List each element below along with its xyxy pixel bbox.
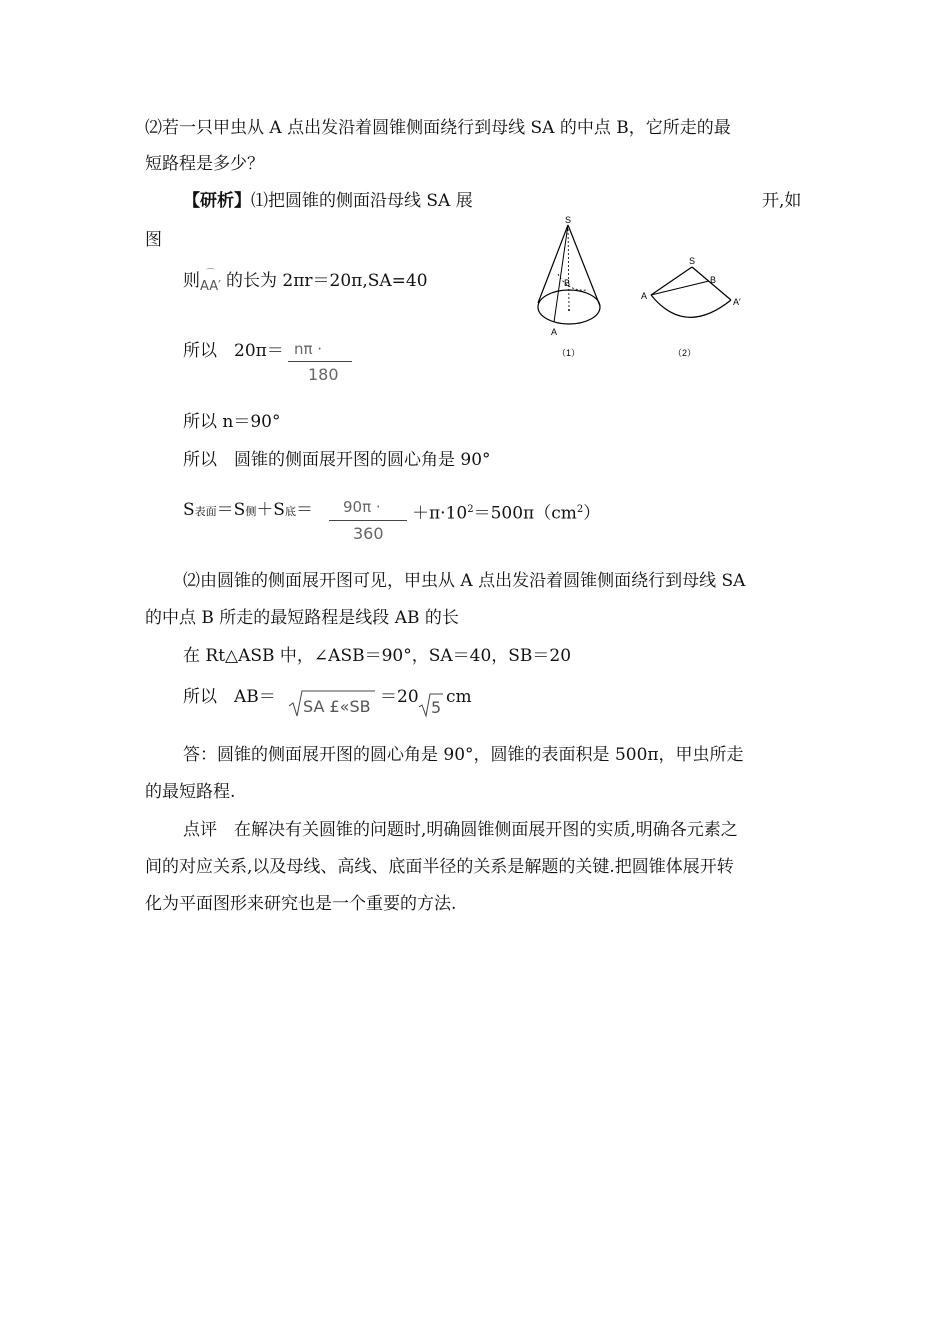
equation-arc: 所以 20π＝ [183,341,284,361]
sector-radius-sa [651,267,692,295]
analysis-intro-text: ⑴把圆锥的侧面沿母线 SA 展 [251,191,473,211]
arc-length-line [183,270,428,292]
result-n: 所以 n＝90° [183,412,281,432]
s-tail-sup2: 2 [576,504,584,515]
s-plus: ＋S [256,500,285,520]
cone-left-generatrix [538,225,571,303]
s-tail-c: ） [583,503,601,524]
sector-label-b: B [710,275,717,285]
sector-arc [651,295,731,317]
question-2-line-2: 短路程是多少？ [145,154,264,174]
s-tail-a: ＋π·10 [412,503,468,524]
question-2-line-1: ⑵若一只甲虫从 A 点出发沿着圆锥侧面绕行到母线 SA 的中点 B，它所走的最 [145,118,731,138]
s-total-sub: 表面 [194,505,217,518]
cone-height [568,225,569,307]
analysis-intro-figure-word: 图 [145,230,162,250]
cone-label-a: A [551,327,558,337]
fraction-arc-numerator: nπ · [294,340,323,358]
sector-label-s: S [689,256,696,266]
s-total: S [183,500,195,520]
s-base-sub: 底 [284,505,296,518]
surface-area-right [412,499,600,525]
comment-line-3: 化为平面图形来研究也是一个重要的方法. [145,894,457,914]
cone-label-s: S [565,215,572,225]
arc-over-mark: ⌒ [206,269,216,279]
sector-label-a: A [641,291,648,301]
arc-rest: 的长为 2πr＝20π,SA=40 [226,271,428,291]
cone-sa-line [554,225,571,322]
cone-center-dot [568,309,570,311]
cone-figure [530,210,615,340]
ab-equation: 所以 AB＝ [183,687,276,707]
ab-result: ＝20 [380,687,419,707]
s-side-sub: 侧 [245,505,257,518]
answer-line-2: 的最短路程. [145,782,236,802]
fraction-arc-denominator: 180 [308,365,339,384]
sector-caption: （2） [673,348,697,358]
part2-line-2: 的中点 B 所走的最短路程是线段 AB 的长 [145,608,459,628]
fraction-surface-denominator: 360 [353,524,384,543]
comment-line-2: 间的对应关系,以及母线、高线、底面半径的关系是解题的关键.把圆锥体展开转 [145,857,734,877]
analysis-tag: 【研析】 [183,191,251,211]
cone-caption: （1） [557,348,581,358]
analysis-intro [183,190,473,212]
comment-line-1: 点评 在解决有关圆锥的问题时,明确圆锥侧面展开图的实质,明确各元素之 [183,820,738,840]
ab-root-value: 5 [431,698,442,717]
s-eq2: ＝ [295,500,313,520]
fraction-surface-numerator: 90π · [343,498,381,516]
s-tail-b: ＝500π（cm [473,503,577,524]
sector-figure [640,255,750,330]
cone-label-b: B [564,278,571,288]
arc-prefix: 则 [183,271,200,291]
fraction-arc-bar [288,361,352,362]
result-central-angle: 所以 圆锥的侧面展开图的圆心角是 90° [183,450,491,470]
cone-right-generatrix [568,225,600,306]
s-eq1: ＝S [216,500,246,520]
part2-line-1: ⑵由圆锥的侧面展开图可见，甲虫从 A 点出发沿着圆锥侧面绕行到母线 SA [183,571,746,591]
ab-unit: cm [446,687,472,707]
analysis-intro-continued: 开,如 [762,191,802,211]
sector-segment-ab [651,281,709,295]
arc-aa-symbol [200,270,226,292]
arc-label: AA′ [200,279,222,294]
s-tail-sup: 2 [467,504,474,515]
cone-path [558,274,588,290]
sector-label-a-prime: A′ [733,297,741,307]
answer-line-1: 答：圆锥的侧面展开图的圆心角是 90°，圆锥的表面积是 500π，甲虫所走 [183,745,744,765]
fraction-surface-bar [329,520,407,521]
surface-area-left [183,499,313,523]
part2-line-3: 在 Rt△ASB 中，∠ASB＝90°，SA＝40，SB＝20 [183,646,572,666]
ab-radicand: SA £«SB [303,697,371,716]
